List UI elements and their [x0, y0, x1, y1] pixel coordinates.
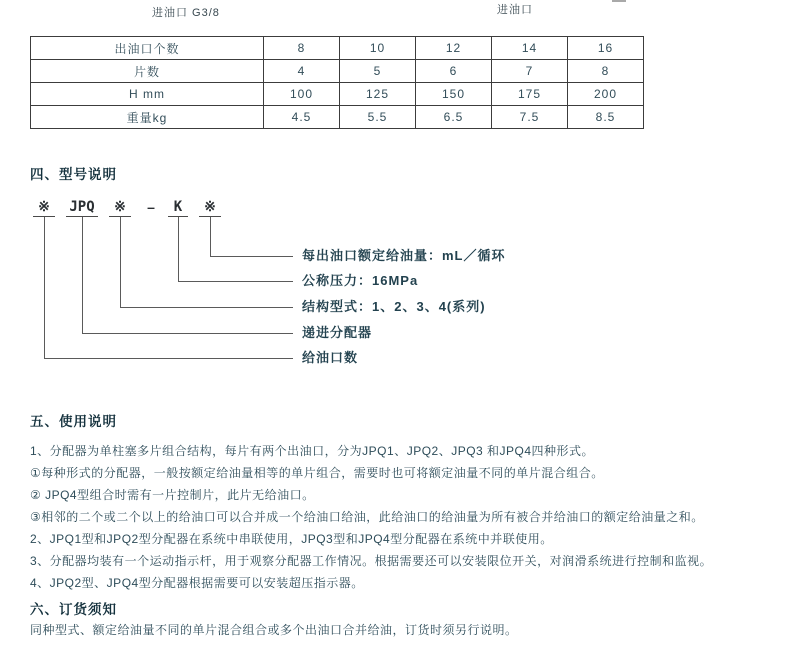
code-part-pressure-k: K [168, 199, 188, 217]
row-header-height: H mm [31, 83, 264, 106]
callout-line [82, 217, 83, 333]
cell: 200 [568, 83, 644, 106]
cell: 7.5 [492, 106, 568, 129]
code-part-rated-flow: ※ [199, 199, 221, 217]
cell: 150 [416, 83, 492, 106]
callout-line [178, 281, 293, 282]
section-heading-usage: 五、使用说明 [30, 414, 117, 429]
cell: 5 [340, 60, 416, 83]
callout-line [210, 256, 293, 257]
usage-line: ② JPQ4型组合时需有一片控制片，此片无给油口。 [30, 488, 315, 502]
cell: 14 [492, 37, 568, 60]
callout-line [120, 307, 293, 308]
callout-progressive-distributor: 递进分配器 [302, 325, 373, 340]
section-heading-model: 四、型号说明 [30, 167, 117, 182]
cell: 7 [492, 60, 568, 83]
usage-line: 4、JPQ2型、JPQ4型分配器根据需要可以安装超压指示器。 [30, 576, 364, 590]
inlet-port-label-left: 进油口 G3/8 [152, 7, 220, 19]
code-part-dash: – [147, 199, 155, 215]
callout-line [82, 333, 293, 334]
usage-line: 2、JPQ1型和JPQ2型分配器在系统中串联使用，JPQ3型和JPQ4型分配器在系统中并联使用。 [30, 532, 553, 546]
cell: 175 [492, 83, 568, 106]
cell: 8.5 [568, 106, 644, 129]
ordering-note: 同种型式、额定给油量不同的单片混合组合或多个出油口合并给油，订货时须另行说明。 [30, 623, 518, 637]
callout-feed-port-count: 给油口数 [302, 350, 359, 365]
usage-instructions [30, 440, 790, 594]
callout-nominal-pressure: 公称压力：16MPa [302, 273, 419, 288]
callout-line [44, 358, 293, 359]
callout-line [178, 217, 179, 281]
cell: 8 [264, 37, 340, 60]
usage-line: 3、分配器均装有一个运动指示杆，用于观察分配器工作情况。根据需要还可以安装限位开关，对润滑系统进行控制和监视。 [30, 554, 713, 568]
table-row [31, 83, 644, 106]
cell: 6 [416, 60, 492, 83]
cell: 8 [568, 60, 644, 83]
cell: 12 [416, 37, 492, 60]
callout-line [120, 217, 121, 307]
row-header-weight: 重量kg [31, 106, 264, 129]
usage-line: 1、分配器为单柱塞多片组合结构，每片有两个出油口，分为JPQ1、JPQ2、JPQ3 和JPQ4四种形式。 [30, 444, 595, 458]
row-header-outlet-count: 出油口个数 [31, 37, 264, 60]
code-part-series-jpq: JPQ [66, 199, 98, 217]
code-part-feed-port-count: ※ [33, 199, 55, 217]
cell: 5.5 [340, 106, 416, 129]
cell: 125 [340, 83, 416, 106]
cell: 100 [264, 83, 340, 106]
cell: 4 [264, 60, 340, 83]
callout-line [44, 217, 45, 358]
callout-rated-oil-volume: 每出油口额定给油量：mL／循环 [302, 248, 506, 263]
callout-structure-type: 结构型式：1、2、3、4(系列) [302, 299, 486, 314]
figure-artifact-line [612, 0, 626, 2]
table-row [31, 60, 644, 83]
cell: 16 [568, 37, 644, 60]
inlet-port-label-right: 进油口 [497, 4, 533, 16]
callout-line [210, 217, 211, 256]
usage-line: ①每种形式的分配器，一般按额定给油量相等的单片组合，需要时也可将额定油量不同的单片混合组合。 [30, 466, 604, 480]
section-heading-ordering: 六、订货须知 [30, 602, 117, 617]
spec-table [30, 36, 644, 129]
table-row [31, 37, 644, 60]
code-part-structure-type: ※ [109, 199, 131, 217]
cell: 10 [340, 37, 416, 60]
usage-line: ③相邻的二个或二个以上的给油口可以合并成一个给油口给油，此给油口的给油量为所有被合并给油口的额定给油量之和。 [30, 510, 704, 524]
cell: 6.5 [416, 106, 492, 129]
table-row [31, 106, 644, 129]
row-header-plate-count: 片数 [31, 60, 264, 83]
cell: 4.5 [264, 106, 340, 129]
